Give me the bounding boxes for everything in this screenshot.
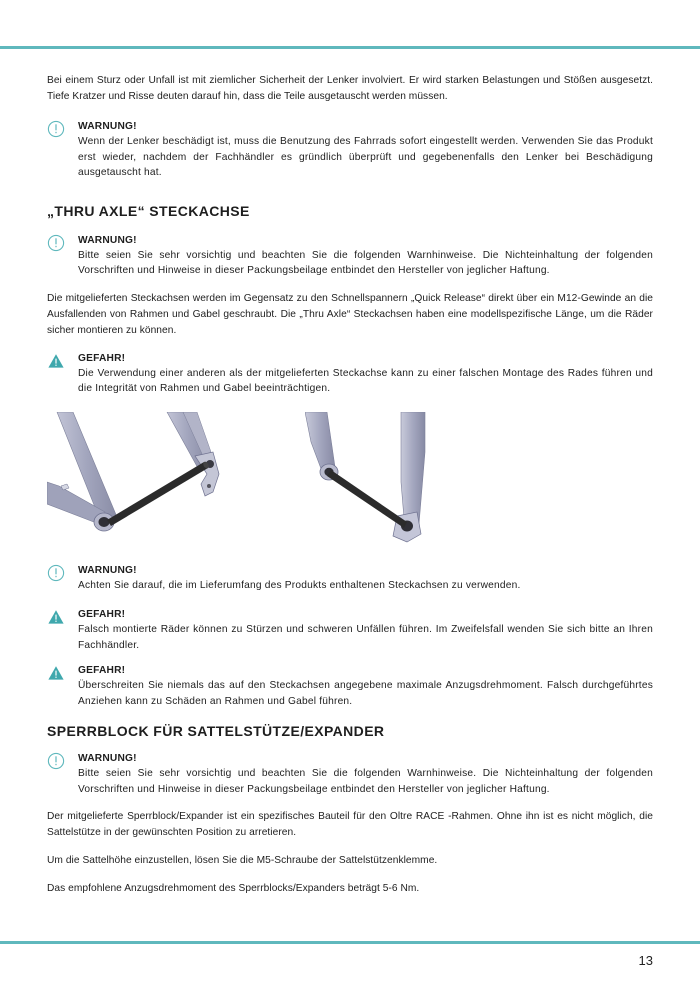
thru-axle-paragraph: Die mitgelieferten Steckachsen werden im Gegensatz zu den Schnellspannern „Quick Release“ direkt über ein M12-Gewinde an die Ausfallenden von Rahmen und Gabel geschraubt. Die „Thru Axle“ Steckachsen haben eine modellspezifische Länge, um die Räder sicher montieren zu können. [47,292,653,336]
warning-text: Achten Sie darauf, die im Lieferumfang des Produkts enthaltenen Steckachsen zu verwenden. [78,579,521,591]
danger-text: Überschreiten Sie niemals das auf den Steckachsen angegebene maximale Anzugsdrehmoment. Falsch durchgeführtes Anziehen kann zu Schäden an Rahmen und Gabel führen. [78,680,653,707]
warning-label: WARNUNG! [78,753,137,764]
danger-text: Die Verwendung einer anderen als der mitgelieferten Steckachse kann zu einer falschen Montage des Rades führen und die Integrität von Rahmen und Gabel beeinträchtigen. [78,367,653,394]
torque-paragraph: Das empfohlene Anzugsdrehmoment des Sperrblocks/Expanders beträgt 5-6 Nm. [47,883,420,894]
front-fork-axle-illustration [305,412,451,547]
saddle-height-paragraph: Um die Sattelhöhe einzustellen, lösen Sie die M5-Schraube der Sattelstützenklemme. [47,855,438,866]
warning-notice [47,563,653,594]
warning-notice [47,233,653,279]
danger-label: GEFAHR! [78,352,126,364]
section-title-sperrblock: SPERRBLOCK FÜR SATTELSTÜTZE/EXPANDER [47,723,385,739]
warning-label: WARNUNG! [78,564,137,576]
thru-axle-illustrations [47,412,653,547]
warning-label: WARNUNG! [78,121,137,132]
danger-notice [47,607,653,653]
page-number: 13 [638,953,653,968]
danger-text: Falsch montierte Räder können zu Stürzen und schweren Unfällen führen. Im Zweifelsfall wenden Sie sich bitte an Ihren Fachhändler. [78,624,653,651]
warning-text: Bitte seien Sie sehr vorsichtig und beachten Sie die folgenden Warnhinweise. Die Nichteinhaltung der folgenden Vorschriften und Hinweise in dieser Packungsbeilage entbindet den Hersteller von jeglicher Haftung. [78,768,653,795]
warning-circle-icon [47,752,65,770]
danger-notice [47,663,653,709]
danger-label: GEFAHR! [78,609,126,620]
warning-circle-icon [47,564,65,582]
intro-paragraph: Bei einem Sturz oder Unfall ist mit ziemlicher Sicherheit der Lenker involviert. Er wird starken Belastungen und Stößen ausgesetzt. Tiefe Kratzer und Risse deuten darauf hin, dass die Teile ausgetauscht werden müssen. [47,75,653,102]
danger-triangle-icon [47,352,65,370]
section-title-thru-axle: „THRU AXLE“ STECKACHSE [47,202,250,219]
top-rule [0,46,700,49]
warning-circle-icon [47,120,65,138]
danger-triangle-icon [47,664,65,682]
warning-circle-icon [47,234,65,252]
sperrblock-paragraph: Der mitgelieferte Sperrblock/Expander ist ein spezifisches Bauteil für den Oltre RACE -Rahmen. Ohne ihn ist es nicht möglich, die Sattelstütze in der gewünschten Position zu arretieren. [47,811,653,838]
danger-label: GEFAHR! [78,665,126,676]
bottom-rule [0,941,700,944]
danger-triangle-icon [47,608,65,626]
page-content [47,73,653,897]
danger-notice [47,351,653,397]
warning-notice [47,751,653,797]
warning-text: Wenn der Lenker beschädigt ist, muss die Benutzung des Fahrrads sofort eingestellt werden. Verwenden Sie das Produkt erst wieder, nachdem der Fachhändler es gründlich überprüft und gegebenenfalls den Lenker bei Beschädigung ausgetauscht hat. [78,136,653,178]
warning-notice [47,119,653,181]
warning-text: Bitte seien Sie sehr vorsichtig und beachten Sie die folgenden Warnhinweise. Die Nichteinhaltung der folgenden Vorschriften und Hinweise in dieser Packungsbeilage entbindet den Hersteller von jeglicher Haftung. [78,249,653,276]
rear-frame-axle-illustration [47,412,259,547]
warning-label: WARNUNG! [78,234,137,246]
